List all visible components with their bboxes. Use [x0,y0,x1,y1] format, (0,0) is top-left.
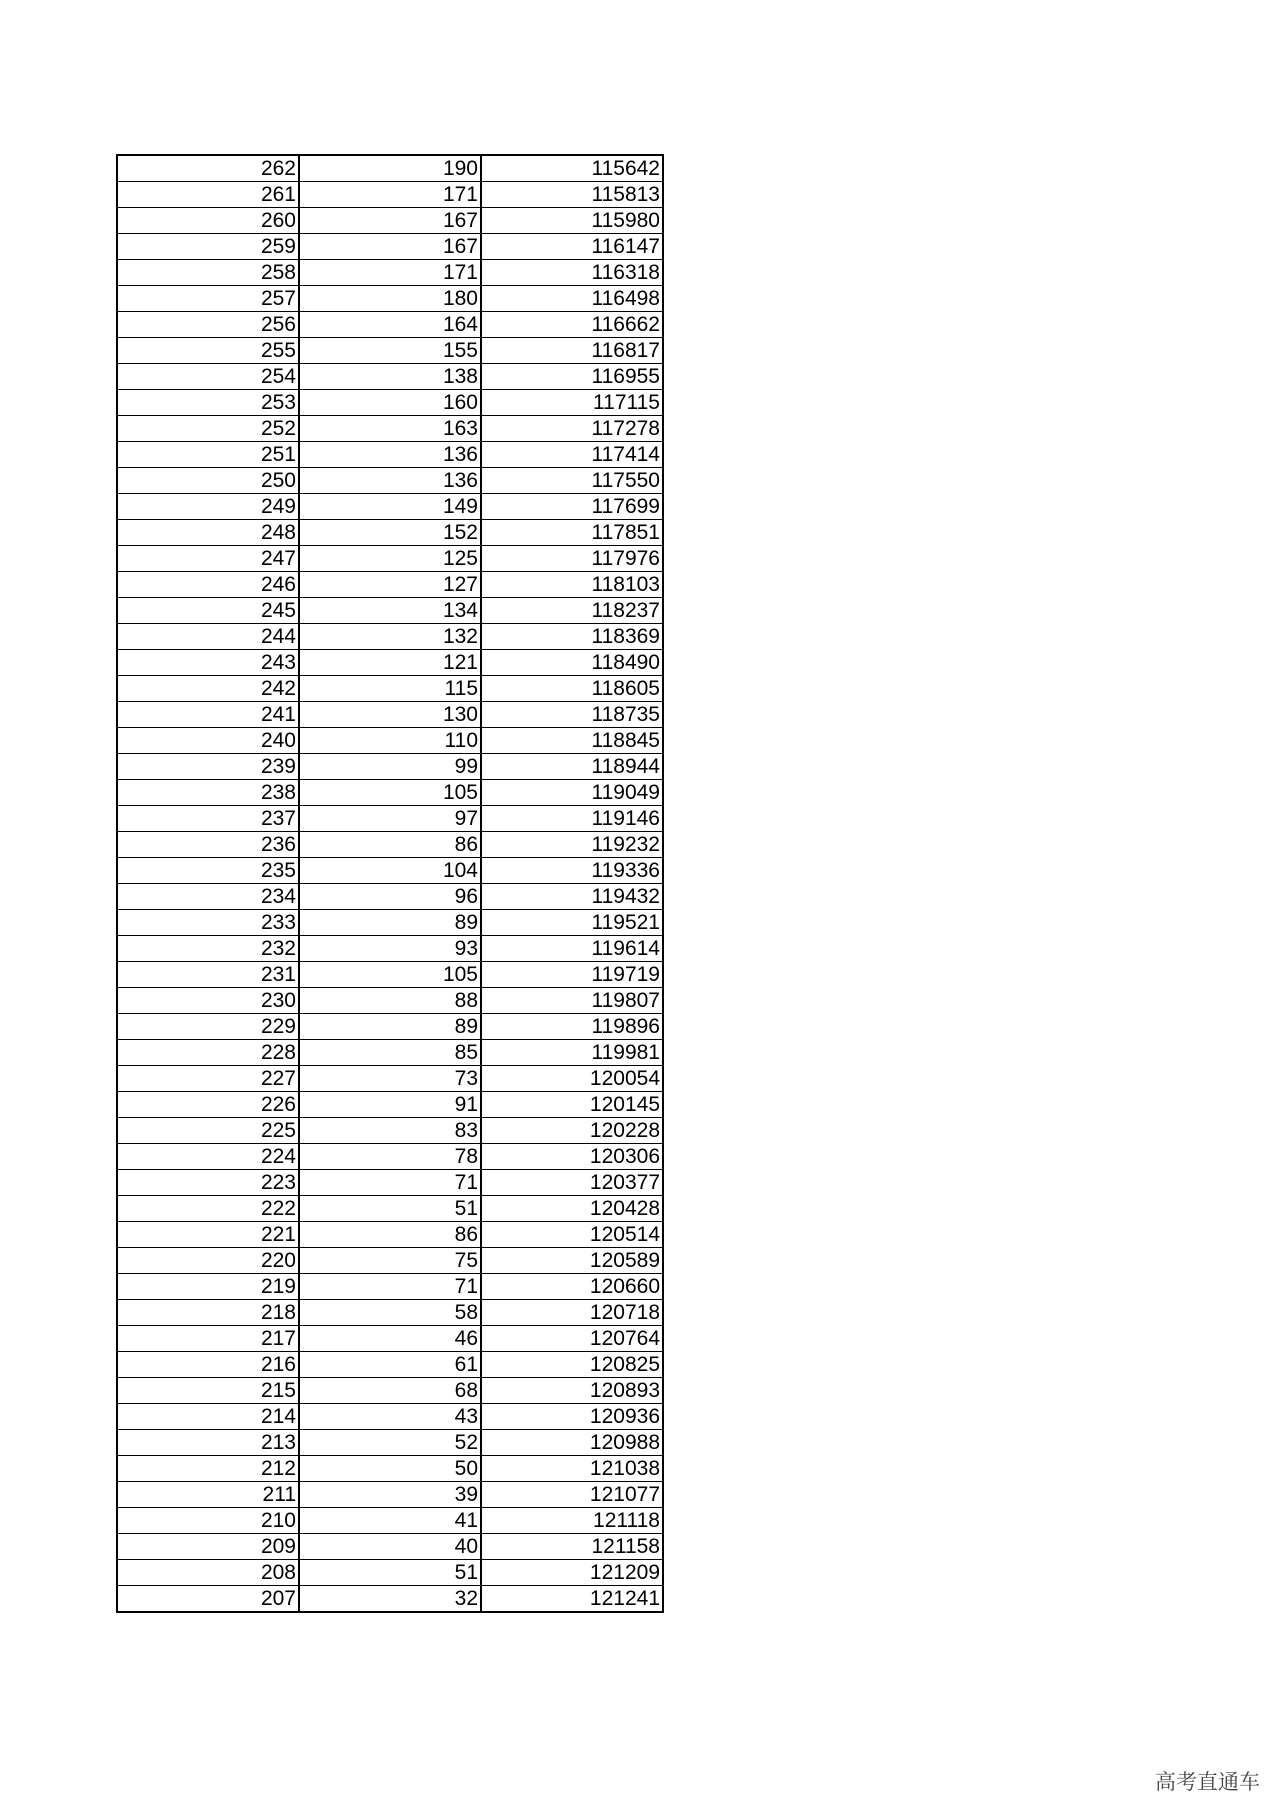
score-cell: 210 [117,1508,299,1534]
cumulative-cell: 120054 [481,1066,663,1092]
score-cell: 255 [117,338,299,364]
table-row [117,962,663,988]
table-row [117,1378,663,1404]
cumulative-cell: 120589 [481,1248,663,1274]
count-cell: 41 [299,1508,481,1534]
score-cell: 214 [117,1404,299,1430]
score-cell: 221 [117,1222,299,1248]
cumulative-cell: 115813 [481,182,663,208]
cumulative-cell: 120825 [481,1352,663,1378]
table-row [117,728,663,754]
table-row [117,1040,663,1066]
table-row [117,1352,663,1378]
cumulative-cell: 119049 [481,780,663,806]
table-row [117,1222,663,1248]
count-cell: 52 [299,1430,481,1456]
count-cell: 180 [299,286,481,312]
cumulative-cell: 117115 [481,390,663,416]
score-cell: 259 [117,234,299,260]
cumulative-cell: 119896 [481,1014,663,1040]
score-cell: 254 [117,364,299,390]
table-row [117,546,663,572]
score-cell: 238 [117,780,299,806]
cumulative-cell: 119719 [481,962,663,988]
cumulative-cell: 120660 [481,1274,663,1300]
table-row [117,676,663,702]
score-cell: 227 [117,1066,299,1092]
count-cell: 104 [299,858,481,884]
count-cell: 163 [299,416,481,442]
cumulative-cell: 120145 [481,1092,663,1118]
table-row [117,1144,663,1170]
score-cell: 215 [117,1378,299,1404]
score-cell: 213 [117,1430,299,1456]
count-cell: 152 [299,520,481,546]
cumulative-cell: 120936 [481,1404,663,1430]
count-cell: 164 [299,312,481,338]
cumulative-cell: 118845 [481,728,663,754]
cumulative-cell: 120228 [481,1118,663,1144]
cumulative-cell: 117550 [481,468,663,494]
cumulative-cell: 117278 [481,416,663,442]
table-row [117,208,663,234]
count-cell: 97 [299,806,481,832]
cumulative-cell: 119232 [481,832,663,858]
count-cell: 160 [299,390,481,416]
count-cell: 149 [299,494,481,520]
score-cell: 219 [117,1274,299,1300]
cumulative-cell: 118103 [481,572,663,598]
score-cell: 237 [117,806,299,832]
score-cell: 236 [117,832,299,858]
score-cell: 250 [117,468,299,494]
score-cell: 222 [117,1196,299,1222]
table-row [117,806,663,832]
cumulative-cell: 119146 [481,806,663,832]
count-cell: 132 [299,624,481,650]
count-cell: 86 [299,1222,481,1248]
table-row [117,1248,663,1274]
score-cell: 230 [117,988,299,1014]
count-cell: 125 [299,546,481,572]
count-cell: 89 [299,910,481,936]
score-cell: 220 [117,1248,299,1274]
count-cell: 171 [299,260,481,286]
count-cell: 136 [299,442,481,468]
cumulative-cell: 120428 [481,1196,663,1222]
count-cell: 40 [299,1534,481,1560]
table-row [117,1066,663,1092]
count-cell: 155 [299,338,481,364]
count-cell: 130 [299,702,481,728]
table-row [117,1300,663,1326]
count-cell: 134 [299,598,481,624]
count-cell: 190 [299,155,481,182]
score-cell: 244 [117,624,299,650]
score-cell: 218 [117,1300,299,1326]
table-row [117,1326,663,1352]
table-row [117,182,663,208]
table-row [117,468,663,494]
score-cell: 235 [117,858,299,884]
score-cell: 224 [117,1144,299,1170]
cumulative-cell: 120377 [481,1170,663,1196]
score-cell: 246 [117,572,299,598]
score-cell: 245 [117,598,299,624]
cumulative-cell: 120988 [481,1430,663,1456]
count-cell: 136 [299,468,481,494]
cumulative-cell: 118369 [481,624,663,650]
score-cell: 256 [117,312,299,338]
cumulative-cell: 115642 [481,155,663,182]
count-cell: 138 [299,364,481,390]
table-row [117,754,663,780]
table-row [117,1430,663,1456]
table-row [117,364,663,390]
table-row [117,936,663,962]
score-cell: 240 [117,728,299,754]
count-cell: 73 [299,1066,481,1092]
score-cell: 229 [117,1014,299,1040]
score-cell: 243 [117,650,299,676]
count-cell: 171 [299,182,481,208]
table-row [117,1482,663,1508]
count-cell: 58 [299,1300,481,1326]
cumulative-cell: 115980 [481,208,663,234]
score-cell: 217 [117,1326,299,1352]
score-cell: 260 [117,208,299,234]
cumulative-cell: 121038 [481,1456,663,1482]
cumulative-cell: 121158 [481,1534,663,1560]
score-cell: 228 [117,1040,299,1066]
table-row [117,1404,663,1430]
cumulative-cell: 117414 [481,442,663,468]
table-row [117,1170,663,1196]
table-row [117,442,663,468]
count-cell: 51 [299,1560,481,1586]
cumulative-cell: 119981 [481,1040,663,1066]
count-cell: 91 [299,1092,481,1118]
table-row [117,1092,663,1118]
score-cell: 262 [117,155,299,182]
count-cell: 71 [299,1274,481,1300]
count-cell: 93 [299,936,481,962]
table-row [117,520,663,546]
cumulative-cell: 120893 [481,1378,663,1404]
table-row [117,338,663,364]
table-row [117,1014,663,1040]
score-cell: 247 [117,546,299,572]
count-cell: 96 [299,884,481,910]
cumulative-cell: 116147 [481,234,663,260]
cumulative-cell: 118605 [481,676,663,702]
score-cell: 251 [117,442,299,468]
cumulative-cell: 121209 [481,1560,663,1586]
count-cell: 51 [299,1196,481,1222]
cumulative-cell: 121118 [481,1508,663,1534]
count-cell: 115 [299,676,481,702]
table-row [117,1456,663,1482]
count-cell: 89 [299,1014,481,1040]
table-row [117,988,663,1014]
table-row [117,1196,663,1222]
score-cell: 226 [117,1092,299,1118]
cumulative-cell: 116955 [481,364,663,390]
count-cell: 86 [299,832,481,858]
cumulative-cell: 117976 [481,546,663,572]
score-cell: 223 [117,1170,299,1196]
table-row [117,1534,663,1560]
table-body [117,155,663,1612]
count-cell: 127 [299,572,481,598]
table-row [117,884,663,910]
table-row [117,832,663,858]
cumulative-cell: 116817 [481,338,663,364]
cumulative-cell: 119614 [481,936,663,962]
table-row [117,1274,663,1300]
table-row [117,312,663,338]
table-row [117,286,663,312]
score-cell: 261 [117,182,299,208]
watermark-text: 高考直通车 [1155,1770,1260,1794]
table-row [117,702,663,728]
cumulative-cell: 119336 [481,858,663,884]
cumulative-cell: 116662 [481,312,663,338]
count-cell: 83 [299,1118,481,1144]
count-cell: 110 [299,728,481,754]
table-row [117,598,663,624]
count-cell: 50 [299,1456,481,1482]
table-row [117,260,663,286]
table-row [117,1508,663,1534]
count-cell: 99 [299,754,481,780]
cumulative-cell: 119521 [481,910,663,936]
count-cell: 78 [299,1144,481,1170]
count-cell: 121 [299,650,481,676]
score-cell: 212 [117,1456,299,1482]
count-cell: 105 [299,962,481,988]
score-cell: 207 [117,1586,299,1613]
score-cell: 211 [117,1482,299,1508]
table-row [117,390,663,416]
table-row [117,910,663,936]
table-row [117,155,663,182]
score-cell: 208 [117,1560,299,1586]
score-cell: 248 [117,520,299,546]
score-cell: 209 [117,1534,299,1560]
score-cell: 216 [117,1352,299,1378]
cumulative-cell: 119432 [481,884,663,910]
score-cell: 239 [117,754,299,780]
table-row [117,1118,663,1144]
cumulative-cell: 121077 [481,1482,663,1508]
count-cell: 68 [299,1378,481,1404]
score-cell: 249 [117,494,299,520]
count-cell: 88 [299,988,481,1014]
table-row [117,650,663,676]
table-row [117,234,663,260]
score-cell: 232 [117,936,299,962]
score-cell: 258 [117,260,299,286]
cumulative-cell: 117699 [481,494,663,520]
cumulative-cell: 118735 [481,702,663,728]
cumulative-cell: 118237 [481,598,663,624]
score-cell: 231 [117,962,299,988]
count-cell: 43 [299,1404,481,1430]
table-row [117,858,663,884]
table-row [117,1560,663,1586]
count-cell: 32 [299,1586,481,1613]
cumulative-cell: 121241 [481,1586,663,1613]
table-row [117,416,663,442]
score-cell: 252 [117,416,299,442]
score-cell: 234 [117,884,299,910]
count-cell: 105 [299,780,481,806]
cumulative-cell: 119807 [481,988,663,1014]
table-row [117,624,663,650]
cumulative-cell: 116318 [481,260,663,286]
table-row [117,572,663,598]
cumulative-cell: 118944 [481,754,663,780]
count-cell: 167 [299,234,481,260]
cumulative-cell: 120306 [481,1144,663,1170]
count-cell: 61 [299,1352,481,1378]
count-cell: 71 [299,1170,481,1196]
count-cell: 39 [299,1482,481,1508]
score-cell: 253 [117,390,299,416]
count-cell: 167 [299,208,481,234]
cumulative-cell: 118490 [481,650,663,676]
score-cell: 242 [117,676,299,702]
cumulative-cell: 116498 [481,286,663,312]
score-table [116,154,664,1613]
cumulative-cell: 120514 [481,1222,663,1248]
table-row [117,494,663,520]
cumulative-cell: 120718 [481,1300,663,1326]
table-row [117,780,663,806]
score-cell: 257 [117,286,299,312]
score-cell: 233 [117,910,299,936]
table-row [117,1586,663,1613]
score-cell: 241 [117,702,299,728]
cumulative-cell: 117851 [481,520,663,546]
count-cell: 46 [299,1326,481,1352]
cumulative-cell: 120764 [481,1326,663,1352]
count-cell: 75 [299,1248,481,1274]
score-cell: 225 [117,1118,299,1144]
count-cell: 85 [299,1040,481,1066]
